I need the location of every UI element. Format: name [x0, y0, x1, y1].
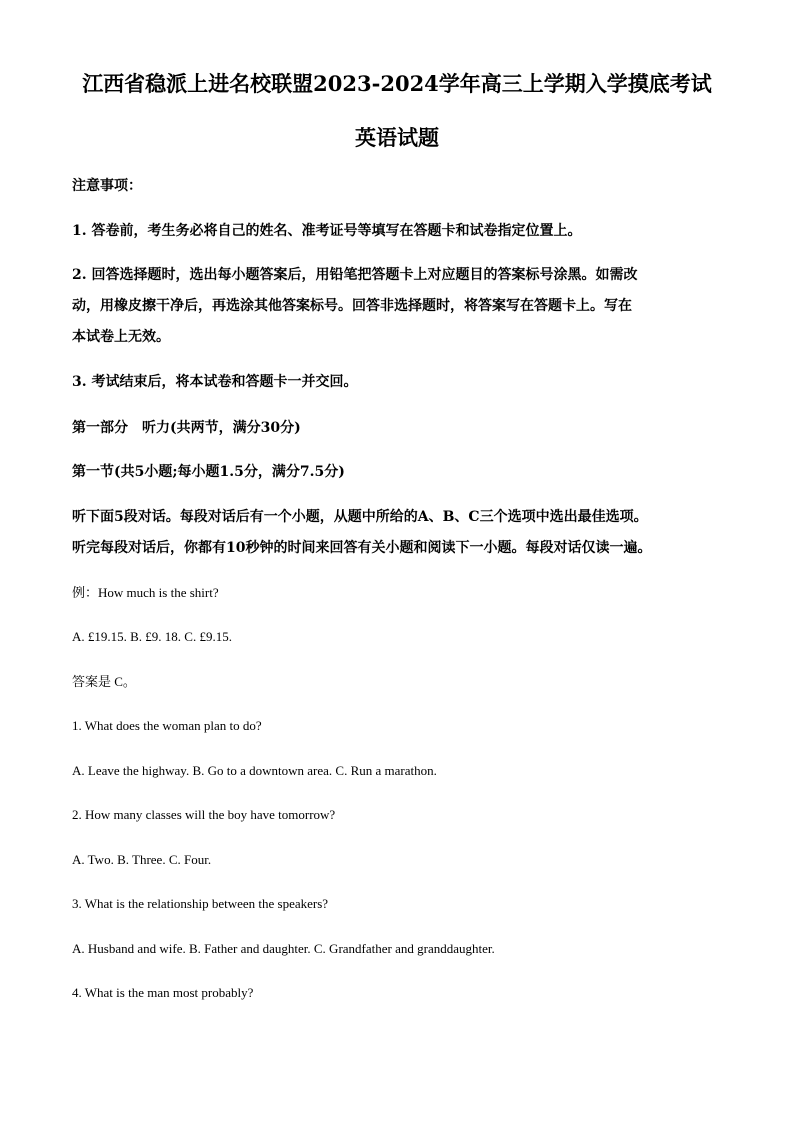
- section-one-heading: 第一节(共5小题;每小题1.5分，满分7.5分): [72, 464, 345, 480]
- question-2: 2. How many classes will the boy have tomorrow?: [72, 807, 336, 822]
- note-item-2-line-2: 动，用橡皮擦干净后，再选涂其他答案标号。回答非选择题时，将答案写在答题卡上。写在: [72, 298, 632, 314]
- notes-heading: 注意事项：: [72, 178, 142, 194]
- question-3: 3. What is the relationship between the speakers?: [72, 896, 329, 911]
- question-3-options: A. Husband and wife. B. Father and daughter. C. Grandfather and granddaughter.: [72, 941, 495, 956]
- question-2-options: A. Two. B. Three. C. Four.: [72, 852, 212, 867]
- question-1-options: A. Leave the highway. B. Go to a downtown area. C. Run a marathon.: [72, 763, 437, 778]
- instructions-line-2: 听完每段对话后，你都有10秒钟的时间来回答有关小题和阅读下一小题。每段对话仅读一遍。: [72, 540, 652, 556]
- example-question: 例：How much is the shirt?: [72, 585, 219, 600]
- example-answer: 答案是 C。: [72, 674, 136, 689]
- note-item-2-line-3: 本试卷上无效。: [72, 329, 170, 345]
- exam-subtitle: 英语试题: [355, 125, 439, 150]
- example-options: A. £19.15. B. £9. 18. C. £9.15.: [72, 629, 232, 644]
- question-1: 1. What does the woman plan to do?: [72, 718, 262, 733]
- part-one-heading: 第一部分 听力(共两节，满分30分): [72, 420, 301, 436]
- question-4: 4. What is the man most probably?: [72, 985, 254, 1000]
- instructions-line-1: 听下面5段对话。每段对话后有一个小题，从题中所给的A、B、C三个选项中选出最佳选项。: [72, 509, 648, 525]
- note-item-2-line-1: 2. 回答选择题时，选出每小题答案后，用铅笔把答题卡上对应题目的答案标号涂黑。如需改: [72, 267, 638, 283]
- exam-title: 江西省稳派上进名校联盟2023-2024学年高三上学期入学摸底考试: [82, 71, 712, 96]
- note-item-1: 1. 答卷前，考生务必将自己的姓名、准考证号等填写在答题卡和试卷指定位置上。: [72, 223, 582, 239]
- note-item-3: 3. 考试结束后，将本试卷和答题卡一并交回。: [72, 374, 358, 390]
